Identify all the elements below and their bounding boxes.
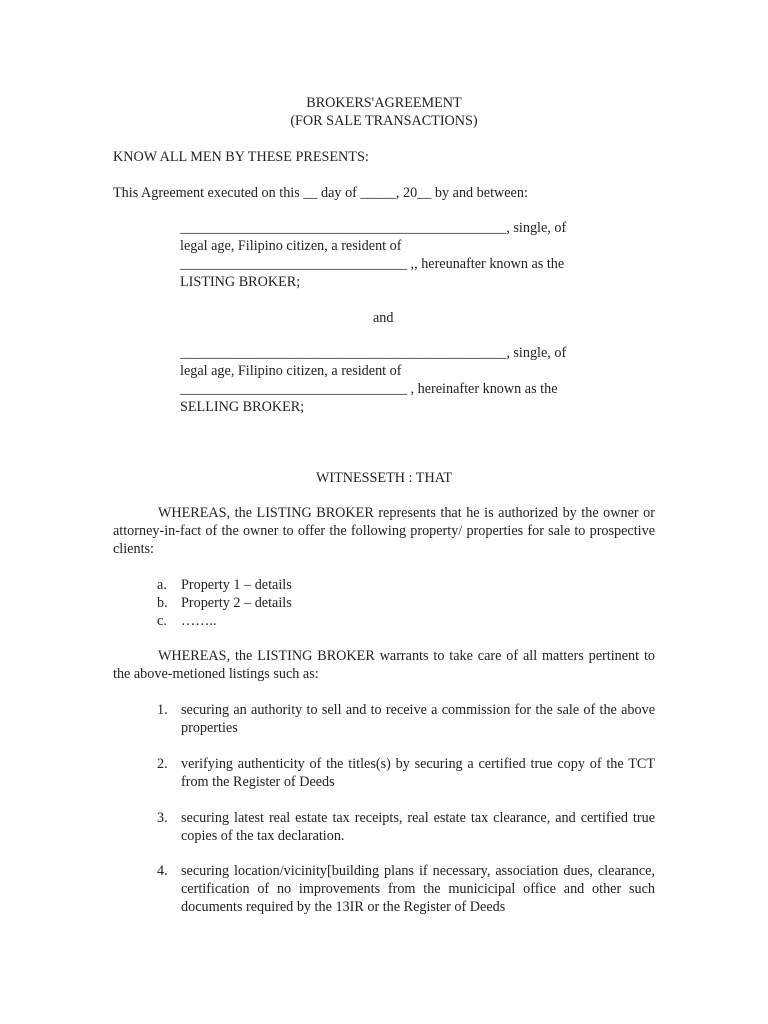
document-subtitle: (FOR SALE TRANSACTIONS) — [290, 113, 478, 129]
word: resident — [341, 238, 387, 254]
list-item-text: Property 1 – details — [181, 577, 292, 593]
word: legal — [180, 238, 208, 254]
party-line-2 — [180, 362, 581, 380]
word: a — [331, 363, 338, 379]
property-list-item — [157, 576, 655, 594]
selling-broker-label: SELLING BROKER; — [180, 399, 305, 415]
whereas-paragraph-2: WHEREAS, the LISTING BROKER warrants to take care of all matters pertinent to the above-metioned listings such as: — [113, 648, 655, 682]
list-item-text: securing latest real estate tax receipts, real estate tax clearance, and certified true copies of the tax declaration. — [181, 810, 655, 844]
address-blank: ________________________________ — [180, 381, 407, 397]
word: resident — [341, 363, 387, 379]
duty-list-item — [157, 755, 655, 791]
duty-list-item — [157, 809, 655, 845]
hereinafter-text: , hereinafter known as the — [410, 381, 558, 397]
list-item-text: securing location/vicinity[building plans if necessary, association dues, clearance, certification of no improvements from the municicipal office and other such documents required by the 13IR or the Register of Deeds — [181, 863, 655, 915]
name-blank: ______________________________________________ — [180, 345, 507, 361]
hereunafter-text: ,, hereunafter known as the — [410, 256, 565, 272]
duty-list-item — [157, 701, 655, 737]
list-marker: 4. — [157, 863, 168, 879]
list-item-text: …….. — [181, 613, 217, 629]
of-label: of — [554, 220, 567, 236]
address-blank: ________________________________ — [180, 256, 407, 272]
party-line-3 — [180, 380, 581, 398]
party-line-2 — [180, 237, 581, 255]
list-marker: b. — [157, 595, 168, 611]
list-marker: c. — [157, 613, 167, 629]
list-item-text: verifying authenticity of the titles(s) by securing a certified true copy of the TCT from the Register of Deeds — [181, 756, 655, 790]
single-label: , single, — [506, 345, 551, 361]
property-list-item — [157, 612, 655, 630]
listing-broker-label: LISTING BROKER; — [180, 274, 301, 290]
listing-broker-block — [180, 219, 581, 291]
duty-list-item — [157, 862, 655, 916]
know-all-heading: KNOW ALL MEN BY THESE PRESENTS: — [113, 149, 369, 165]
list-item-text: Property 2 – details — [181, 595, 292, 611]
of-label: of — [554, 345, 567, 361]
name-blank: ______________________________________________ — [180, 220, 507, 236]
property-list-item — [157, 594, 655, 612]
word: legal — [180, 363, 208, 379]
list-marker: 3. — [157, 810, 168, 826]
word: age, — [211, 238, 235, 254]
party-line-1 — [180, 219, 581, 237]
list-marker: 2. — [157, 756, 168, 772]
party-line-1 — [180, 344, 581, 362]
word: of — [389, 363, 402, 379]
document-title: BROKERS'AGREEMENT — [306, 95, 462, 111]
word: Filipino — [237, 238, 283, 254]
list-marker: a. — [157, 577, 167, 593]
list-item-text: securing an authority to sell and to receive a commission for the sale of the above properties — [181, 702, 655, 736]
word: citizen, — [286, 363, 328, 379]
single-label: , single, — [506, 220, 551, 236]
and-word: and — [373, 310, 394, 326]
party-line-3 — [180, 255, 581, 273]
whereas-paragraph-1: WHEREAS, the LISTING BROKER represents that he is authorized by the owner or attorney-in-fact of the owner to offer the following property/ properties for sale to prospective clients: — [113, 505, 655, 557]
agreement-executed-line: This Agreement executed on this __ day of _____, 20__ by and between: — [113, 185, 528, 201]
word: citizen, — [286, 238, 328, 254]
list-marker: 1. — [157, 702, 168, 718]
word: of — [389, 238, 402, 254]
selling-broker-block — [180, 344, 581, 416]
word: a — [331, 238, 338, 254]
word: age, — [211, 363, 235, 379]
word: Filipino — [237, 363, 283, 379]
witnesseth-heading: WITNESSETH : THAT — [315, 470, 453, 486]
